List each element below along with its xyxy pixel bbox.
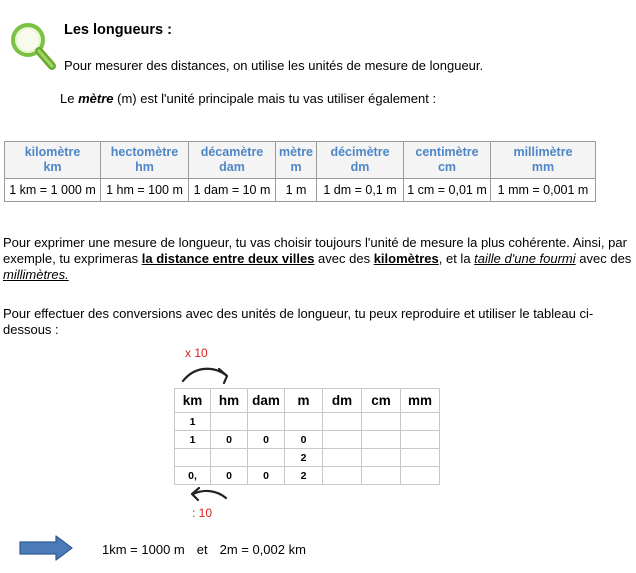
- equivalence-mm: 1 mm = 0,001 m: [491, 179, 596, 202]
- coherent-unit-paragraph: Pour exprimer une mesure de longueur, tu vas choisir toujours l'unité de mesure la plus cohérente. Ainsi, par exemple, tu exprimeras la distance entre deux villes avec des kilomètres, et la taille d'une fourmi avec des millimètres.: [3, 235, 632, 282]
- unit-header-dm: décimètre dm: [317, 142, 404, 179]
- conv-header-m: m: [285, 389, 323, 413]
- equivalence-dm: 1 dm = 0,1 m: [317, 179, 404, 202]
- conv-cell: [248, 413, 285, 431]
- conv-cell: 0: [211, 467, 248, 485]
- conv-cell: [362, 431, 401, 449]
- equivalence-dam: 1 dam = 10 m: [189, 179, 276, 202]
- conv-header-mm: mm: [401, 389, 440, 413]
- conv-cell: [285, 413, 323, 431]
- kilometres-emphasis: kilomètres: [373, 251, 439, 266]
- conversion-header-row: [175, 389, 440, 413]
- conversion-row: [175, 431, 440, 449]
- magnifier-icon: [8, 20, 58, 74]
- unit-header-m: mètre m: [276, 142, 317, 179]
- summary-eq2: 2m = 0,002 km: [219, 542, 306, 557]
- conv-cell: [323, 449, 362, 467]
- conversion-row: [175, 413, 440, 431]
- units-table: [4, 141, 596, 202]
- metre-sentence: [60, 91, 436, 106]
- equivalence-cm: 1 cm = 0,01 m: [404, 179, 491, 202]
- conv-cell: 0: [285, 431, 323, 449]
- conv-cell: [401, 431, 440, 449]
- conv-cell: [401, 467, 440, 485]
- multiply-label: x 10: [185, 346, 208, 360]
- right-arrow-icon: [18, 535, 74, 561]
- conv-cell: [175, 449, 211, 467]
- metre-suffix: (m) est l'unité principale mais tu vas utiliser également :: [113, 91, 437, 106]
- summary-line: [102, 542, 306, 557]
- conv-cell: 2: [285, 449, 323, 467]
- equivalence-m: 1 m: [276, 179, 317, 202]
- divide-label: : 10: [192, 506, 213, 520]
- summary-connector: et: [196, 542, 208, 557]
- summary-eq1: 1km = 1000 m: [102, 542, 185, 557]
- conv-cell: 2: [285, 467, 323, 485]
- multiply-arrow-icon: [180, 363, 232, 385]
- conv-header-dm: dm: [323, 389, 362, 413]
- units-header-row: [5, 142, 596, 179]
- metre-word: mètre: [78, 91, 114, 106]
- metre-prefix: Le: [60, 91, 79, 106]
- conv-header-dam: dam: [248, 389, 285, 413]
- conv-cell: 0: [248, 467, 285, 485]
- conv-cell: [323, 431, 362, 449]
- city-distance-emphasis: la distance entre deux villes: [141, 251, 315, 266]
- conv-header-hm: hm: [211, 389, 248, 413]
- intro-text: Pour mesurer des distances, on utilise les unités de mesure de longueur.: [64, 58, 484, 73]
- conv-cell: 0: [248, 431, 285, 449]
- conv-cell: [362, 467, 401, 485]
- unit-header-cm: centimètre cm: [404, 142, 491, 179]
- conv-cell: [401, 413, 440, 431]
- ant-size-emphasis: taille d'une fourmi: [474, 251, 576, 266]
- conv-header-km: km: [175, 389, 211, 413]
- unit-header-km: kilomètre km: [5, 142, 101, 179]
- conv-cell: 1: [175, 413, 211, 431]
- conversion-table: [174, 388, 440, 485]
- unit-header-mm: millimètre mm: [491, 142, 596, 179]
- conv-cell: [401, 449, 440, 467]
- conversion-row: [175, 449, 440, 467]
- unit-header-hm: hectomètre hm: [101, 142, 189, 179]
- conv-cell: 0: [211, 431, 248, 449]
- conversion-paragraph: Pour effectuer des conversions avec des unités de longueur, tu peux reproduire et utiliser le tableau ci-dessous :: [3, 306, 594, 337]
- unit-header-dam: décamètre dam: [189, 142, 276, 179]
- divide-arrow-icon: [188, 486, 230, 502]
- conv-cell: [248, 449, 285, 467]
- conv-cell: [362, 413, 401, 431]
- conv-cell: [211, 413, 248, 431]
- conv-cell: [362, 449, 401, 467]
- conv-header-cm: cm: [362, 389, 401, 413]
- conv-cell: 1: [175, 431, 211, 449]
- millimetres-emphasis: millimètres.: [3, 267, 69, 282]
- conversion-row: [175, 467, 440, 485]
- equivalence-hm: 1 hm = 100 m: [101, 179, 189, 202]
- section-title: Les longueurs :: [64, 22, 172, 38]
- conv-cell: [211, 449, 248, 467]
- equivalence-km: 1 km = 1 000 m: [5, 179, 101, 202]
- units-equivalence-row: [5, 179, 596, 202]
- conv-cell: [323, 413, 362, 431]
- conv-cell: 0,: [175, 467, 211, 485]
- conv-cell: [323, 467, 362, 485]
